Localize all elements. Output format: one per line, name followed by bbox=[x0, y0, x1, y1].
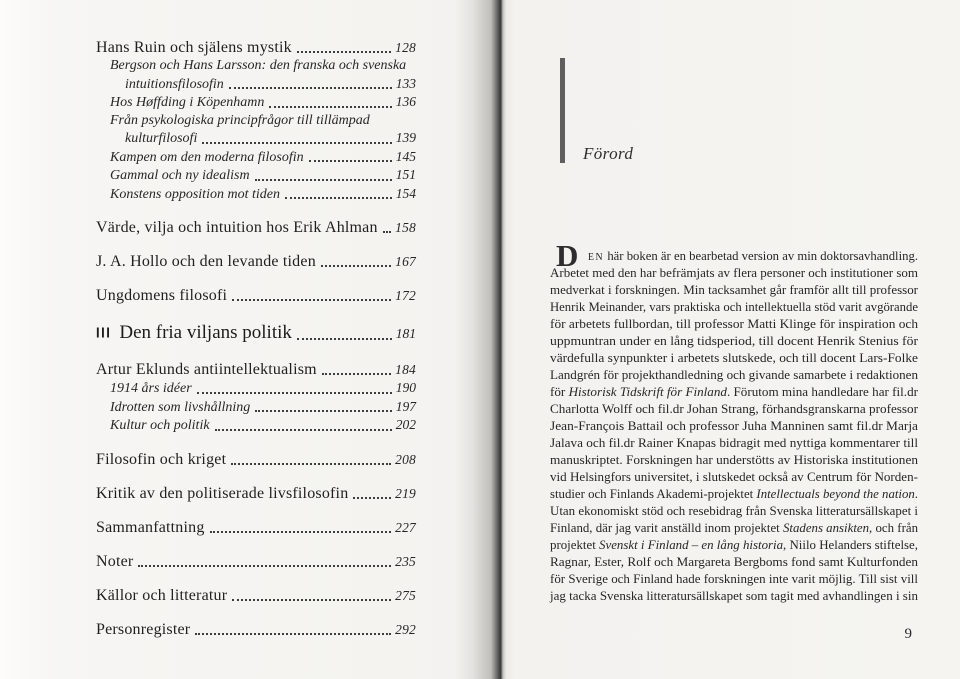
body-text-segment: . Förutom mina handledare har fil.dr bbox=[726, 384, 918, 399]
toc-page-number: 219 bbox=[395, 485, 416, 501]
toc-entry-label: Hans Ruin och själens mystik bbox=[96, 39, 292, 56]
dot-leader bbox=[195, 633, 391, 635]
body-text-segment: Henrik Meinander, vars praktiska och intellektuella stöd varit avgörande bbox=[550, 299, 918, 314]
body-text-segment: Jalava och fil.dr Rainer Knapas bidragit med nyttiga kommentarer till bbox=[550, 435, 918, 450]
paragraph-line bbox=[550, 298, 918, 315]
toc-entry-label: J. A. Hollo och den levande tiden bbox=[96, 253, 316, 270]
dot-leader bbox=[215, 429, 392, 431]
paragraph-line bbox=[550, 536, 918, 553]
dot-leader bbox=[383, 231, 391, 233]
dot-leader bbox=[269, 106, 391, 108]
toc-page-number: 208 bbox=[395, 451, 416, 467]
italic-text: Historisk Tidskrift för Finland bbox=[568, 384, 727, 399]
body-text-segment: för Sverige och Finland hade forskningen inte varit möjlig. Till sist vill bbox=[550, 571, 918, 586]
body-text-segment: värdefulla synpunkter i arbetets slutskede, och till docent Lars-Folke bbox=[550, 350, 918, 365]
body-text-segment: jag tacka Svenska litteratursällskapet som tagit med avhandlingen i sin bbox=[550, 588, 918, 603]
paragraph-line bbox=[550, 485, 918, 502]
dot-leader bbox=[232, 599, 391, 601]
toc-entry bbox=[96, 518, 416, 537]
toc-entry bbox=[96, 252, 416, 271]
toc-entry bbox=[96, 286, 416, 305]
toc-entry-label: Artur Eklunds antiintellektualism bbox=[96, 361, 317, 378]
toc-entry-label: Värde, vilja och intuition hos Erik Ahlman bbox=[96, 219, 378, 236]
paragraph-line bbox=[550, 451, 918, 468]
paragraph-line bbox=[550, 366, 918, 383]
smallcaps-text: EN bbox=[588, 252, 605, 263]
body-text-segment: Utan ekonomiskt stöd och resebidrag från Svenska litteratursällskapet i bbox=[550, 503, 918, 518]
body-text-segment: medverkat i forskningen. Min tacksamhet går framför allt till professor bbox=[550, 282, 918, 297]
toc-entry bbox=[96, 148, 416, 167]
toc-entry bbox=[96, 586, 416, 605]
page-number: 9 bbox=[904, 626, 912, 642]
dot-leader bbox=[255, 179, 392, 181]
toc-entry bbox=[96, 398, 416, 417]
paragraph-line bbox=[550, 519, 918, 536]
chapter-title: Förord bbox=[583, 144, 634, 163]
toc-entry-label: intuitionsfilosofin bbox=[125, 76, 224, 92]
toc-entry-label: Källor och litteratur bbox=[96, 586, 228, 604]
body-text-segment: Charlotta Wolff och fil.dr Johan Strang, förhandsgranskarna professor bbox=[550, 401, 918, 416]
toc-page-number: 145 bbox=[395, 148, 416, 164]
toc-page-number: 158 bbox=[395, 220, 416, 235]
toc-entry bbox=[96, 129, 416, 148]
toc-page-number: 227 bbox=[395, 519, 416, 535]
dot-leader bbox=[297, 338, 392, 340]
paragraph-line bbox=[550, 434, 918, 451]
drop-cap: D bbox=[556, 238, 579, 273]
toc-entry-label: 1914 års idéer bbox=[110, 381, 192, 396]
italic-text: Svenskt i Finland – en lång historia bbox=[599, 537, 784, 552]
dot-leader bbox=[210, 531, 392, 533]
paragraph-line bbox=[550, 587, 918, 604]
body-text-segment: vid Helsingfors universitet, i slutskedet också av Centrum för Norden- bbox=[550, 469, 918, 484]
dot-leader bbox=[232, 299, 391, 301]
toc-entry-label: Kampen om den moderna filosofin bbox=[110, 149, 304, 165]
chapter-rule bbox=[560, 58, 565, 163]
toc-entry bbox=[96, 166, 416, 185]
toc-entry bbox=[96, 360, 416, 379]
toc-entry bbox=[96, 552, 416, 571]
toc-entry bbox=[96, 484, 416, 503]
toc-page-number: 275 bbox=[395, 587, 416, 603]
toc-page-number: 136 bbox=[395, 94, 416, 109]
toc-page-number: 181 bbox=[395, 326, 416, 341]
toc-entry bbox=[96, 57, 416, 75]
body-text-segment: . bbox=[914, 486, 918, 501]
toc-page-number: 154 bbox=[395, 185, 416, 201]
dot-leader bbox=[138, 565, 391, 567]
paragraph-line bbox=[550, 281, 918, 298]
toc-entry-label: Idrotten som livshållning bbox=[110, 399, 251, 415]
body-text-segment: uppmuntran under en lång tidsperiod, till docent Henrik Stenius för bbox=[550, 333, 918, 348]
toc-page-number: 151 bbox=[395, 167, 416, 182]
paragraph-line bbox=[550, 315, 918, 332]
toc-entry bbox=[96, 38, 416, 57]
dot-leader bbox=[229, 87, 392, 89]
toc-entry-label: Gammal och ny idealism bbox=[110, 168, 250, 183]
toc-entry bbox=[96, 450, 416, 469]
paragraph-line bbox=[550, 417, 918, 434]
toc-page-number: 184 bbox=[395, 362, 416, 377]
toc-entry bbox=[96, 75, 416, 94]
body-text-segment: Arbetet med den har befrämjats av flera personer och institutioner som bbox=[550, 265, 918, 280]
toc-page-number: 167 bbox=[395, 254, 416, 269]
body-text-segment: Jean-François Battail och professor Juha Manninen samt fil.dr Marja bbox=[550, 418, 918, 433]
toc-entry-label: Noter bbox=[96, 552, 134, 570]
toc-entry-label: Från psykologiska principfrågor till tillämpad bbox=[110, 112, 370, 128]
body-text-segment: , och från bbox=[869, 520, 918, 535]
body-text-segment: Ragnar, Ester, Rolf och Margareta Bergboms fond samt Kulturfonden bbox=[550, 554, 918, 569]
dot-leader bbox=[297, 51, 391, 53]
paragraph-line bbox=[550, 400, 918, 417]
paragraph-line bbox=[550, 570, 918, 587]
toc-page-number: 139 bbox=[395, 130, 416, 145]
toc-entry bbox=[96, 379, 416, 398]
toc-entry bbox=[96, 185, 416, 204]
italic-text: Intellectuals beyond the nation bbox=[756, 486, 915, 501]
body-text-segment: , Niilo Helanders stiftelse, bbox=[783, 537, 918, 552]
toc-entry-label: Hos Høffding i Köpenhamn bbox=[110, 95, 265, 110]
toc-entry-label: Filosofin och kriget bbox=[96, 450, 227, 468]
dot-leader bbox=[321, 265, 391, 267]
toc-entry-label: Kultur och politik bbox=[110, 418, 210, 433]
dot-leader bbox=[353, 497, 391, 499]
toc-entry bbox=[96, 93, 416, 112]
toc-page-number: 133 bbox=[395, 75, 416, 91]
toc-page-number: 202 bbox=[395, 417, 416, 432]
dot-leader bbox=[231, 463, 391, 465]
body-text-segment: för bbox=[550, 384, 569, 399]
toc-entry-label: Den fria viljans politik bbox=[119, 322, 292, 343]
dot-leader bbox=[197, 392, 392, 394]
toc-entry bbox=[96, 218, 416, 237]
toc-entry-label: Kritik av den politiserade livsfilosofin bbox=[96, 484, 349, 502]
paragraph-line bbox=[550, 553, 918, 570]
paragraph-line bbox=[550, 502, 918, 519]
paragraph-line bbox=[550, 264, 918, 281]
paragraph-line bbox=[550, 332, 918, 349]
paragraph-line bbox=[550, 383, 918, 400]
section-numeral: III bbox=[96, 323, 112, 342]
toc-entry-label: Ungdomens filosofi bbox=[96, 287, 228, 304]
toc-entry bbox=[96, 416, 416, 435]
toc-entry-label: kulturfilosofi bbox=[125, 131, 198, 146]
paragraph-line bbox=[550, 468, 918, 485]
dot-leader bbox=[255, 410, 391, 412]
body-text-segment: studier och Finlands Akademi-projektet bbox=[550, 486, 757, 501]
toc-entry bbox=[96, 620, 416, 639]
toc bbox=[96, 38, 416, 639]
toc-entry-label: Konstens opposition mot tiden bbox=[110, 186, 280, 202]
dot-leader bbox=[322, 373, 391, 375]
toc-entry-label: Personregister bbox=[96, 620, 191, 638]
paragraph-line bbox=[550, 349, 918, 366]
foreword-paragraph bbox=[550, 247, 918, 604]
toc-page-number: 292 bbox=[395, 621, 416, 637]
dot-leader bbox=[285, 197, 392, 199]
body-text-segment: projektet bbox=[550, 537, 600, 552]
dot-leader bbox=[309, 160, 392, 162]
body-text-segment: Landgrén för projekthandledning och givande samarbete i redaktionen bbox=[550, 367, 918, 382]
body-text-segment: här boken är en bearbetad version av min doktorsavhandling. bbox=[604, 248, 918, 263]
right-page bbox=[480, 0, 960, 679]
toc-page-number: 197 bbox=[395, 398, 416, 414]
body-text-segment: för arbetets fullbordan, till professor Matti Klinge för inspiration och bbox=[550, 316, 918, 331]
toc-entry bbox=[96, 321, 416, 345]
toc-page-number: 235 bbox=[395, 553, 416, 569]
toc-page-number: 190 bbox=[395, 380, 416, 395]
dot-leader bbox=[202, 142, 391, 144]
toc-entry-label: Sammanfattning bbox=[96, 518, 205, 536]
toc-entry-label: Bergson och Hans Larsson: den franska och svenska bbox=[110, 58, 407, 73]
body-text-segment: manuskriptet. Forskningen har understötts av Historiska institutionen bbox=[550, 452, 918, 467]
toc-page-number: 172 bbox=[395, 288, 416, 303]
italic-text: Stadens ansikten bbox=[782, 520, 870, 535]
toc-entry bbox=[96, 112, 416, 130]
paragraph-line bbox=[550, 247, 918, 264]
body-text-segment: Finland, där jag varit anställd inom projektet bbox=[550, 520, 783, 535]
toc-page-number: 128 bbox=[395, 40, 416, 55]
